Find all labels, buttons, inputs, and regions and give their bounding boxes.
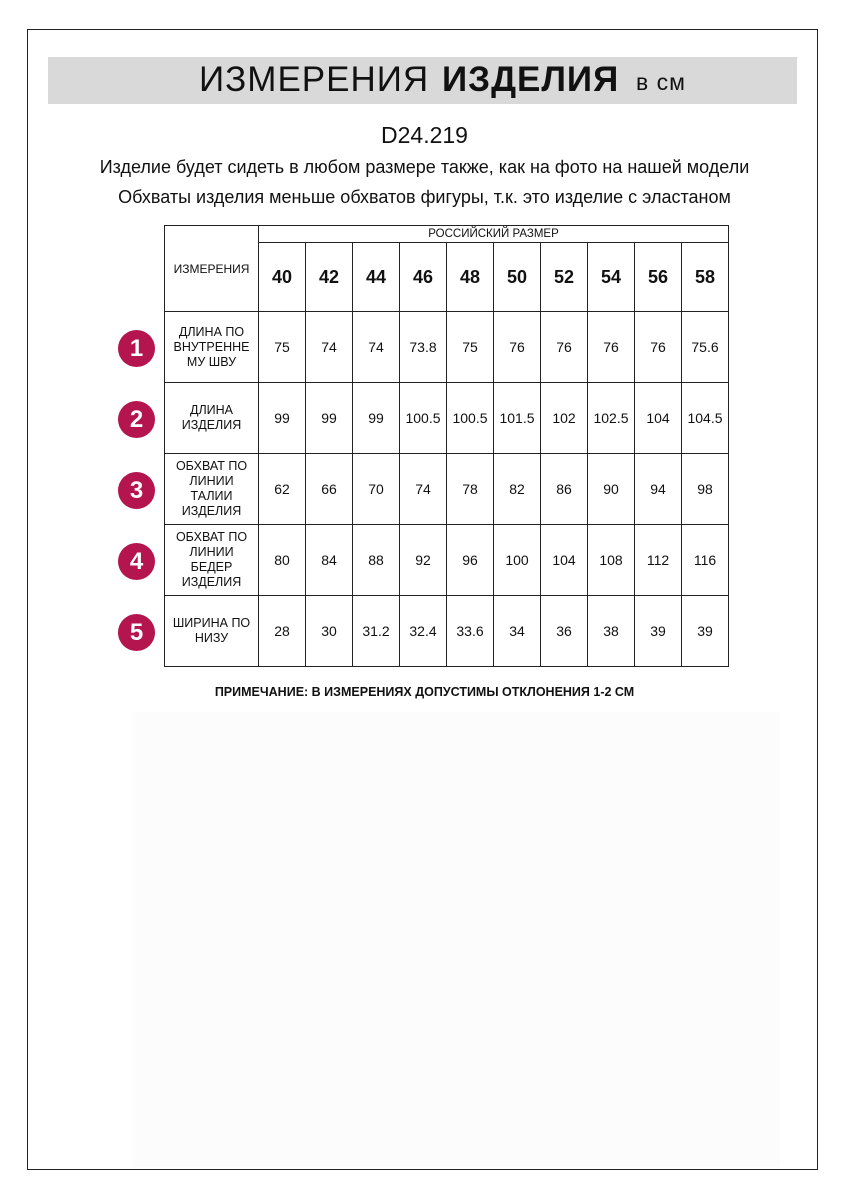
size-header-cell: 46	[400, 243, 447, 312]
value-cell: 30	[306, 596, 353, 667]
table-row	[165, 596, 729, 667]
row-label-line: БЕДЕР	[190, 560, 233, 574]
row-label-line: ОБХВАТ ПО	[175, 530, 248, 544]
size-group-header: РОССИЙСКИЙ РАЗМЕР	[259, 226, 729, 243]
value-cell: 28	[259, 596, 306, 667]
row-label-line: ТАЛИИ	[190, 489, 233, 503]
table-body	[165, 312, 729, 667]
size-header-cell: 58	[682, 243, 729, 312]
value-cell: 62	[259, 454, 306, 525]
value-cell: 73.8	[400, 312, 447, 383]
value-cell: 66	[306, 454, 353, 525]
size-header-cell: 40	[259, 243, 306, 312]
row-label-line: ДЛИНА	[189, 403, 234, 417]
row-label	[165, 383, 259, 454]
table-row	[165, 383, 729, 454]
value-cell: 100.5	[400, 383, 447, 454]
article-code: D24.219	[381, 122, 468, 148]
value-cell: 84	[306, 525, 353, 596]
row-label	[165, 312, 259, 383]
value-cell: 76	[541, 312, 588, 383]
size-header-cell: 52	[541, 243, 588, 312]
value-cell: 36	[541, 596, 588, 667]
row-label-line: ОБХВАТ ПО	[175, 459, 248, 473]
value-cell: 100.5	[447, 383, 494, 454]
value-cell: 76	[588, 312, 635, 383]
value-cell: 74	[306, 312, 353, 383]
row-number-badge: 2	[118, 401, 155, 438]
size-header-cell: 50	[494, 243, 541, 312]
value-cell: 70	[353, 454, 400, 525]
row-label-line: НИЗУ	[194, 631, 229, 645]
value-cell: 75.6	[682, 312, 729, 383]
value-cell: 78	[447, 454, 494, 525]
value-cell: 99	[259, 383, 306, 454]
value-cell: 104.5	[682, 383, 729, 454]
value-cell: 88	[353, 525, 400, 596]
title-unit: в см	[636, 69, 686, 95]
value-cell: 86	[541, 454, 588, 525]
table-row	[165, 312, 729, 383]
value-cell: 75	[259, 312, 306, 383]
value-cell: 74	[400, 454, 447, 525]
row-number-badge: 5	[118, 614, 155, 651]
photo-area	[133, 712, 780, 1167]
size-header-cell: 48	[447, 243, 494, 312]
row-label	[165, 454, 259, 525]
tolerance-note: ПРИМЕЧАНИЕ: В ИЗМЕРЕНИЯХ ДОПУСТИМЫ ОТКЛОНЕНИЯ 1-2 СМ	[214, 685, 635, 699]
value-cell: 100	[494, 525, 541, 596]
row-number-badge: 1	[118, 330, 155, 367]
value-cell: 38	[588, 596, 635, 667]
value-cell: 80	[259, 525, 306, 596]
row-label-line: ЛИНИИ	[189, 545, 234, 559]
size-header-cell: 54	[588, 243, 635, 312]
value-cell: 39	[635, 596, 682, 667]
value-cell: 31.2	[353, 596, 400, 667]
value-cell: 76	[494, 312, 541, 383]
value-cell: 98	[682, 454, 729, 525]
row-number-badge: 3	[118, 472, 155, 509]
value-cell: 33.6	[447, 596, 494, 667]
row-label-line: ВНУТРЕННЕ	[173, 339, 250, 354]
value-cell: 101.5	[494, 383, 541, 454]
value-cell: 92	[400, 525, 447, 596]
row-label-line: ШИРИНА ПО	[172, 616, 251, 630]
value-cell: 104	[635, 383, 682, 454]
row-label-line: ИЗДЕЛИЯ	[181, 575, 242, 589]
title-light: ИЗМЕРЕНИЯ	[199, 60, 430, 99]
value-cell: 99	[306, 383, 353, 454]
row-label-line: МУ ШВУ	[186, 354, 237, 369]
table-row	[165, 525, 729, 596]
value-cell: 90	[588, 454, 635, 525]
title-bold: ИЗДЕЛИЯ	[442, 60, 620, 99]
header-row-group	[165, 226, 729, 243]
value-cell: 75	[447, 312, 494, 383]
row-label-line: ДЛИНА ПО	[178, 324, 245, 339]
size-header-cell: 44	[353, 243, 400, 312]
value-cell: 99	[353, 383, 400, 454]
row-label	[165, 596, 259, 667]
value-cell: 96	[447, 525, 494, 596]
row-label-line: ИЗДЕЛИЯ	[181, 418, 242, 432]
value-cell: 102.5	[588, 383, 635, 454]
value-cell: 94	[635, 454, 682, 525]
size-table	[164, 225, 729, 667]
size-header-cell: 42	[306, 243, 353, 312]
value-cell: 39	[682, 596, 729, 667]
value-cell: 34	[494, 596, 541, 667]
value-cell: 82	[494, 454, 541, 525]
table-row	[165, 454, 729, 525]
value-cell: 108	[588, 525, 635, 596]
row-label	[165, 525, 259, 596]
measure-header: ИЗМЕРЕНИЯ	[165, 226, 259, 312]
value-cell: 112	[635, 525, 682, 596]
row-label-line: ИЗДЕЛИЯ	[181, 504, 242, 518]
subtitle-elastane-note: Обхваты изделия меньше обхватов фигуры, т.к. это изделие с эластаном	[118, 187, 731, 207]
value-cell: 76	[635, 312, 682, 383]
value-cell: 116	[682, 525, 729, 596]
value-cell: 32.4	[400, 596, 447, 667]
size-header-cell: 56	[635, 243, 682, 312]
value-cell: 104	[541, 525, 588, 596]
value-cell: 102	[541, 383, 588, 454]
value-cell: 74	[353, 312, 400, 383]
row-label-line: ЛИНИИ	[189, 474, 234, 488]
row-number-badge: 4	[118, 543, 155, 580]
subtitle-fit-note: Изделие будет сидеть в любом размере также, как на фото на нашей модели	[99, 157, 750, 177]
